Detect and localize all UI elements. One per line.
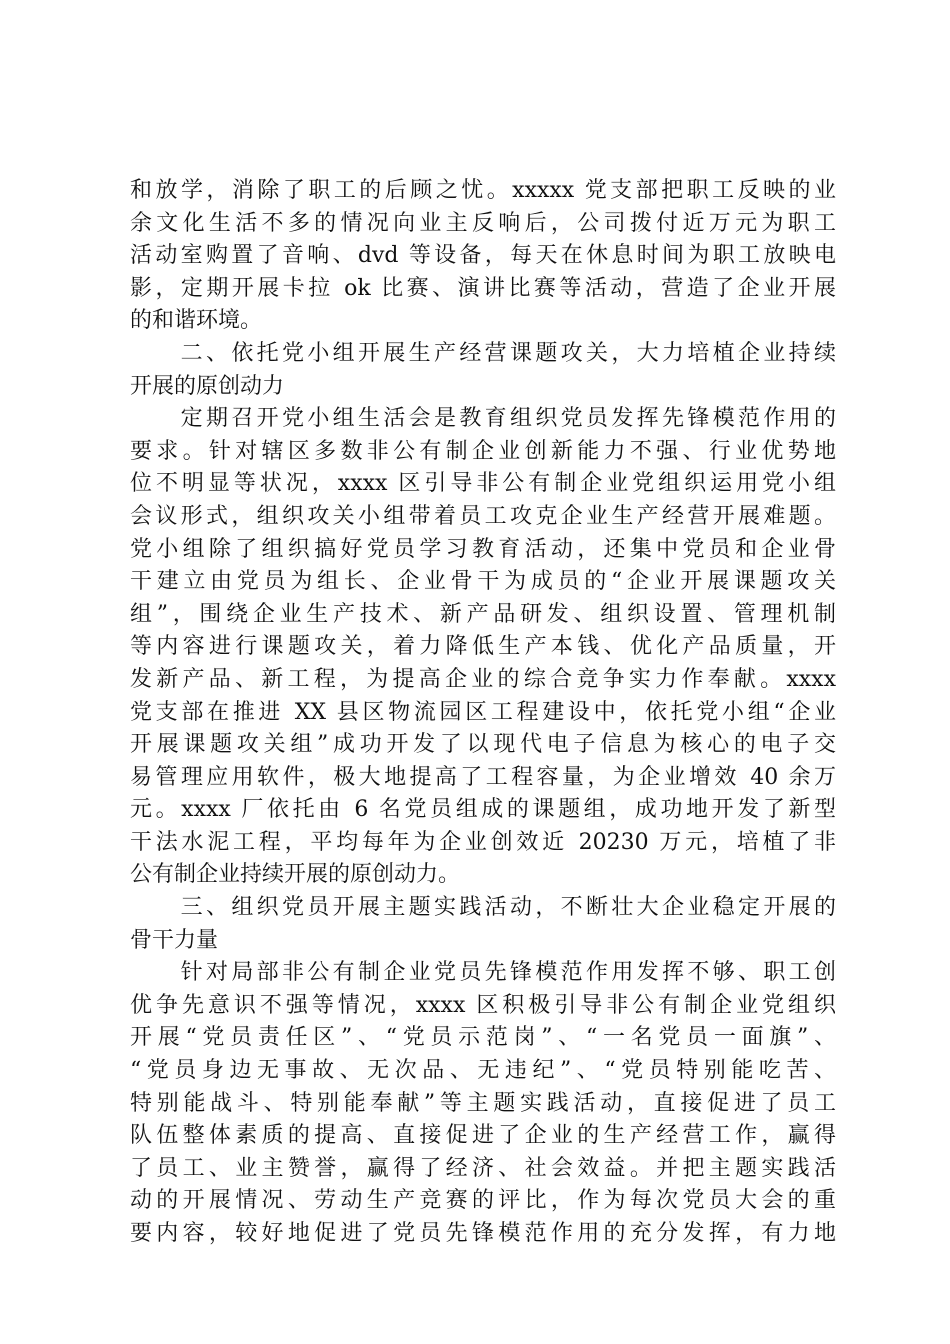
text-line: 易管理应用软件，极大地提高了工程容量，为企业增效 40 余万	[130, 764, 836, 790]
paragraph-household-care	[130, 175, 836, 338]
text-line: 党小组除了组织搞好党员学习教育活动，还集中党员和企业骨	[130, 536, 836, 562]
text-line: 的和谐环境。	[130, 308, 263, 334]
text-line: 队伍整体素质的提高、直接促进了企业的生产经营工作，赢得	[130, 1123, 836, 1149]
text-line: 影，定期开展卡拉 ok 比赛、演讲比赛等活动，营造了企业开展	[130, 275, 836, 301]
heading-line: 三、组织党员开展主题实践活动，不断壮大企业稳定开展的	[130, 895, 836, 921]
text-line: 位不明显等状况，xxxx 区引导非公有制企业党组织运用党小组	[130, 471, 836, 497]
heading-line: 二、依托党小组开展生产经营课题攻关，大力培植企业持续	[130, 340, 836, 366]
text-line: 优争先意识不强等情况，xxxx 区积极引导非公有制企业党组织	[130, 992, 836, 1018]
paragraph-theme-practice	[130, 957, 836, 1250]
heading-line: 骨干力量	[130, 927, 219, 953]
text-line: 余文化生活不多的情况向业主反响后，公司拨付近万元为职工	[130, 210, 836, 236]
text-line: 和放学，消除了职工的后顾之忧。xxxxx 党支部把职工反映的业	[130, 178, 836, 203]
text-line: 针对局部非公有制企业党员先锋模范作用发挥不够、职工创	[130, 960, 836, 986]
text-line: 发新产品、新工程，为提高企业的综合竞争实力作奉献。xxxx	[130, 666, 836, 692]
text-line: 了员工、业主赞誉，赢得了经济、社会效益。并把主题实践活	[130, 1155, 836, 1181]
text-line: 元。xxxx 厂依托由 6 名党员组成的课题组，成功地开发了新型	[130, 797, 836, 823]
text-line: 会议形式，组织攻关小组带着员工攻克企业生产经营开展难题。	[130, 503, 836, 529]
text-line: 动的开展情况、劳动生产竞赛的评比，作为每次党员大会的重	[130, 1188, 836, 1214]
section-heading-two	[130, 338, 836, 403]
text-line: 要内容，较好地促进了党员先锋模范作用的充分发挥，有力地	[130, 1221, 836, 1246]
text-line: 等内容进行课题攻关，着力降低生产本钱、优化产品质量，开	[130, 634, 836, 660]
text-line: 开展课题攻关组”成功开发了以现代电子信息为核心的电子交	[130, 732, 836, 758]
text-line: 组”，围绕企业生产技术、新产品研发、组织设置、管理机制	[130, 601, 836, 627]
document-body	[130, 175, 836, 1251]
heading-line: 开展的原创动力	[130, 373, 285, 399]
text-line: 公有制企业持续开展的原创动力。	[130, 862, 461, 888]
text-line: 干法水泥工程，平均每年为企业创效近 20230 万元，培植了非	[130, 829, 836, 855]
paragraph-research-groups	[130, 403, 836, 892]
text-line: 特别能战斗、特别能奉献”等主题实践活动，直接促进了员工	[130, 1090, 836, 1116]
section-heading-three	[130, 892, 836, 957]
text-line: 干建立由党员为组长、企业骨干为成员的“企业开展课题攻关	[130, 569, 836, 595]
text-line: 活动室购置了音响、dvd 等设备，每天在休息时间为职工放映电	[130, 243, 836, 269]
text-line: 党支部在推进 XX 县区物流园区工程建设中，依托党小组“企业	[130, 699, 836, 725]
text-line: 要求。针对辖区多数非公有制企业创新能力不强、行业优势地	[130, 438, 836, 464]
text-line: 开展“党员责任区”、“党员示范岗”、“一名党员一面旗”、	[130, 1025, 836, 1051]
text-line: 定期召开党小组生活会是教育组织党员发挥先锋模范作用的	[130, 406, 836, 432]
text-line: “党员身边无事故、无次品、无违纪”、“党员特别能吃苦、	[130, 1058, 836, 1084]
